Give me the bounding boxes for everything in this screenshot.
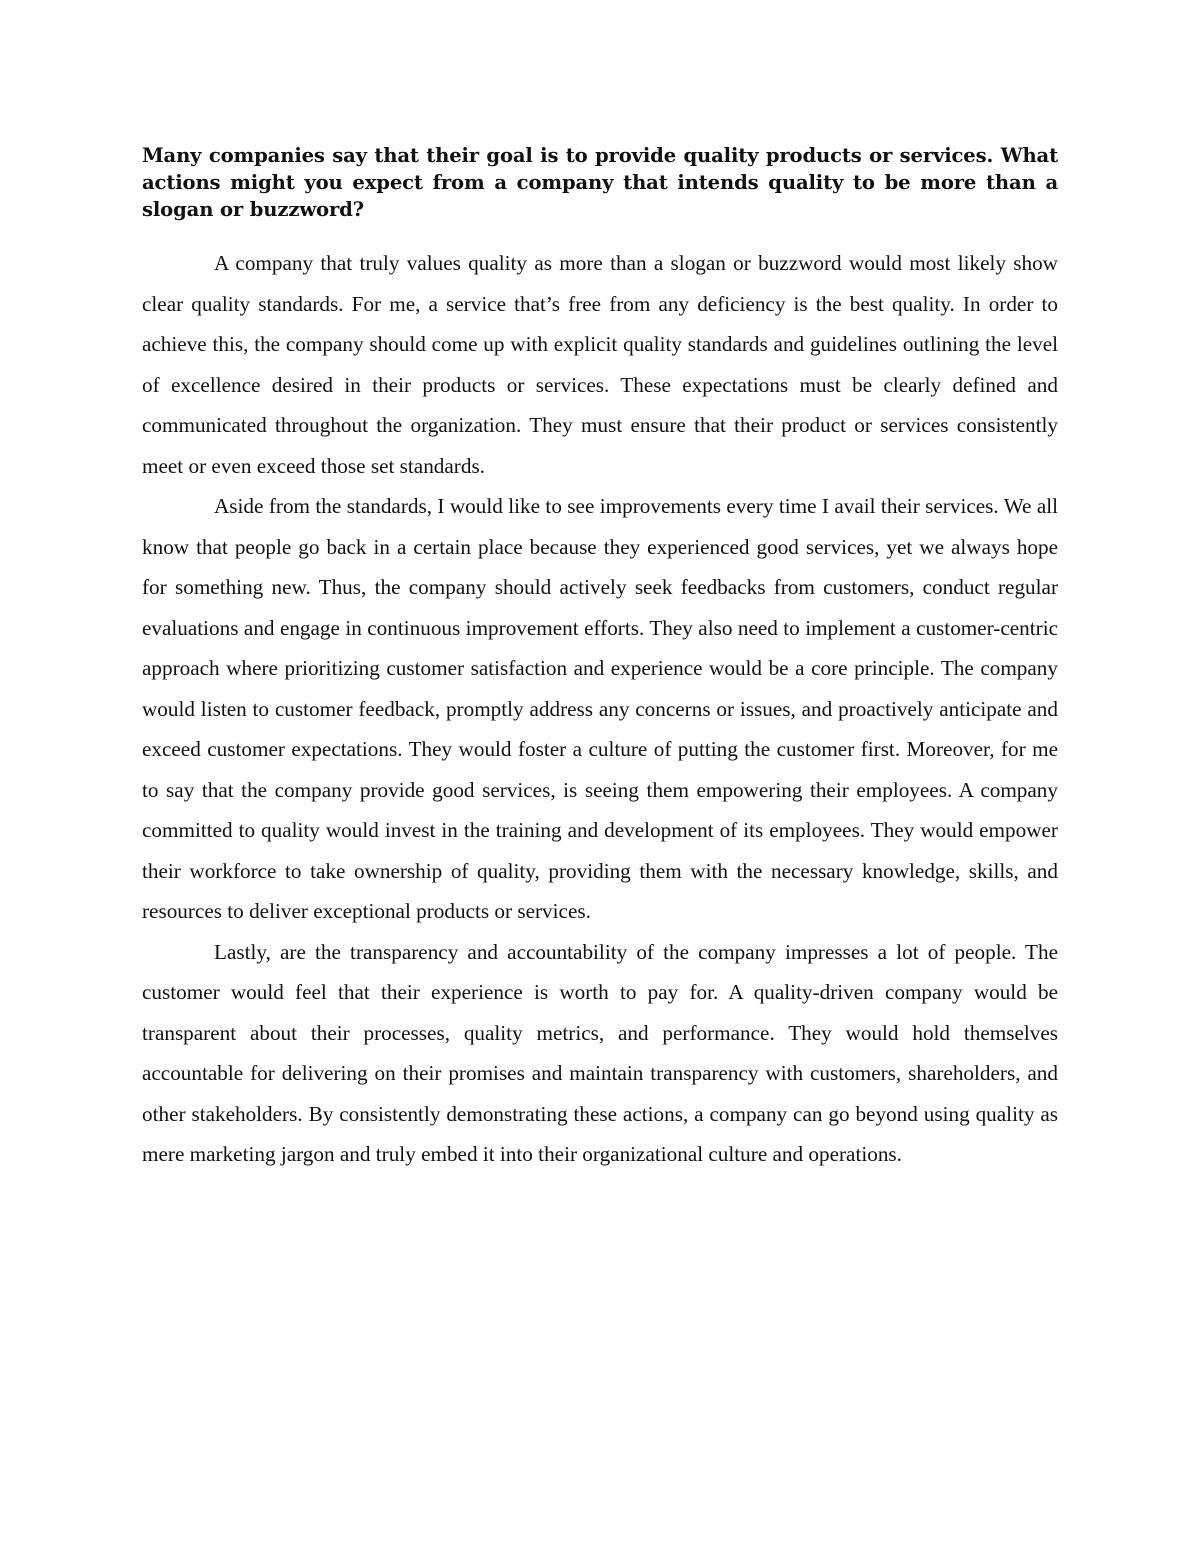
paragraph-transparency: Lastly, are the transparency and accountability of the company impresses a lot of people. The customer would feel that their experience is worth to pay for. A quality-driven company would be transparent about their processes, quality metrics, and performance. They would hold themselves accountable for delivering on their promises and maintain transparency with customers, shareholders, and other stakeholders. By consistently demonstrating these actions, a company can go beyond using quality as mere marketing jargon and truly embed it into their organizational culture and operations. bbox=[142, 939, 1058, 1166]
paragraph-improvements: Aside from the standards, I would like to see improvements every time I avail their services. We all know that people go back in a certain place because they experienced good services, yet we always hope for something new. Thus, the company should actively seek feedbacks from customers, conduct regular evaluations and engage in continuous improvement efforts. They also need to implement a customer-centric approach where prioritizing customer satisfaction and experience would be a core principle. The company would listen to customer feedback, promptly address any concerns or issues, and proactively anticipate and exceed customer expectations. They would foster a culture of putting the customer first. Moreover, for me to say that the company provide good services, is seeing them empowering their employees. A company committed to quality would invest in the training and development of its employees. They would empower their workforce to take ownership of quality, providing them with the necessary knowledge, skills, and resources to deliver exceptional products or services. bbox=[142, 494, 1058, 923]
question-heading: Many companies say that their goal is to provide quality products or services. What actions might you expect from a company that intends quality to be more than a slogan or buzzword? bbox=[142, 144, 1058, 221]
essay-body bbox=[142, 243, 1058, 1175]
paragraph-quality-standards: A company that truly values quality as more than a slogan or buzzword would most likely show clear quality standards. For me, a service that’s free from any deficiency is the best quality. In order to achieve this, the company should come up with explicit quality standards and guidelines outlining the level of excellence desired in their products or services. These expectations must be clearly defined and communicated throughout the organization. They must ensure that their product or services consistently meet or even exceed those set standards. bbox=[142, 251, 1058, 478]
